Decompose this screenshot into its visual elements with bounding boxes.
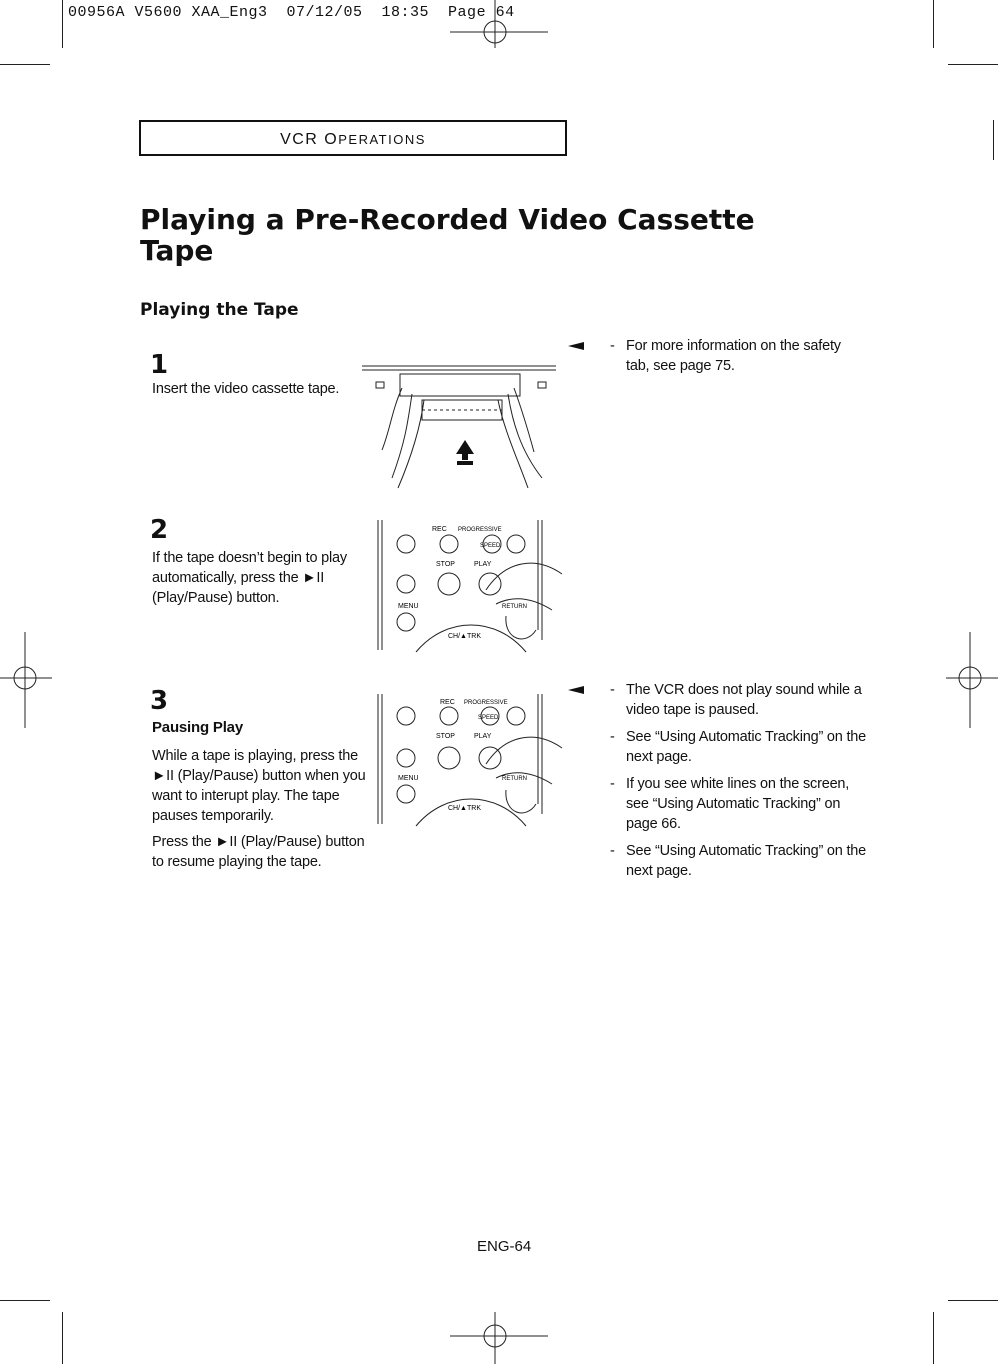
- note-item: - See “Using Automatic Tracking” on the next page.: [610, 729, 867, 765]
- remote-menu-label: MENU: [398, 775, 419, 782]
- page-title: Playing a Pre-Recorded Video Cassette Tape: [140, 203, 755, 267]
- section-subtitle: Playing the Tape: [140, 300, 299, 320]
- section-title: VCR OPERATIONS: [280, 131, 426, 148]
- remote-play-illustration: [376, 520, 566, 654]
- section-header: [139, 120, 567, 156]
- remote-stop-label: STOP: [436, 561, 455, 568]
- step-3-paragraph: While a tape is playing, press the ►II (Play/Pause) button when you want to interupt play. The tape pauses temporarily.: [152, 748, 366, 824]
- note-pausing: [604, 680, 874, 888]
- remote-return-label: RETURN: [502, 604, 527, 610]
- vcr-insert-illustration: [362, 360, 558, 490]
- remote-menu-label: MENU: [398, 603, 419, 610]
- remote-speed-label: SPEED: [478, 715, 499, 721]
- remote-ch-trk-label: CH/▲TRK: [448, 805, 481, 812]
- step-3-paragraph: Press the ►II (Play/Pause) button to resume playing the tape.: [152, 834, 365, 870]
- note-item: - If you see white lines on the screen, see “Using Automatic Tracking” on page 66.: [610, 776, 850, 832]
- note-item: - For more information on the safety tab, see page 75.: [610, 338, 841, 374]
- step-1-number: 1: [150, 350, 169, 380]
- remote-progressive-label: PROGRESSIVE: [458, 527, 502, 533]
- note-pointer-icon: [568, 686, 584, 694]
- print-header: 00956A V5600 XAA_Eng3 07/12/05 18:35 Page 64: [68, 4, 515, 21]
- note-item: - The VCR does not play sound while a video tape is paused.: [610, 682, 862, 718]
- remote-stop-label: STOP: [436, 733, 455, 740]
- note-item: - See “Using Automatic Tracking” on the next page.: [610, 843, 867, 879]
- step-2-text: If the tape doesn’t begin to play automatically, press the ►II (Play/Pause) button.: [152, 550, 347, 606]
- remote-rec-label: REC: [440, 699, 455, 706]
- remote-return-label: RETURN: [502, 776, 527, 782]
- remote-progressive-label: PROGRESSIVE: [464, 700, 508, 706]
- note-safety-tab: [604, 336, 864, 383]
- remote-rec-label: REC: [432, 526, 447, 533]
- remote-pause-illustration: [376, 694, 566, 828]
- remote-play-label: PLAY: [474, 733, 492, 740]
- step-3-text: [152, 718, 367, 878]
- remote-speed-label: SPEED: [480, 543, 501, 549]
- step-2-number: 2: [150, 515, 169, 545]
- step-1-text: Insert the video cassette tape.: [152, 381, 340, 397]
- step-3-number: 3: [150, 686, 169, 716]
- remote-ch-trk-label: CH/▲TRK: [448, 633, 481, 640]
- step-3-heading: Pausing Play: [152, 719, 243, 736]
- remote-play-label: PLAY: [474, 561, 492, 568]
- note-pointer-icon: [568, 342, 584, 350]
- page-number: ENG-64: [477, 1238, 532, 1255]
